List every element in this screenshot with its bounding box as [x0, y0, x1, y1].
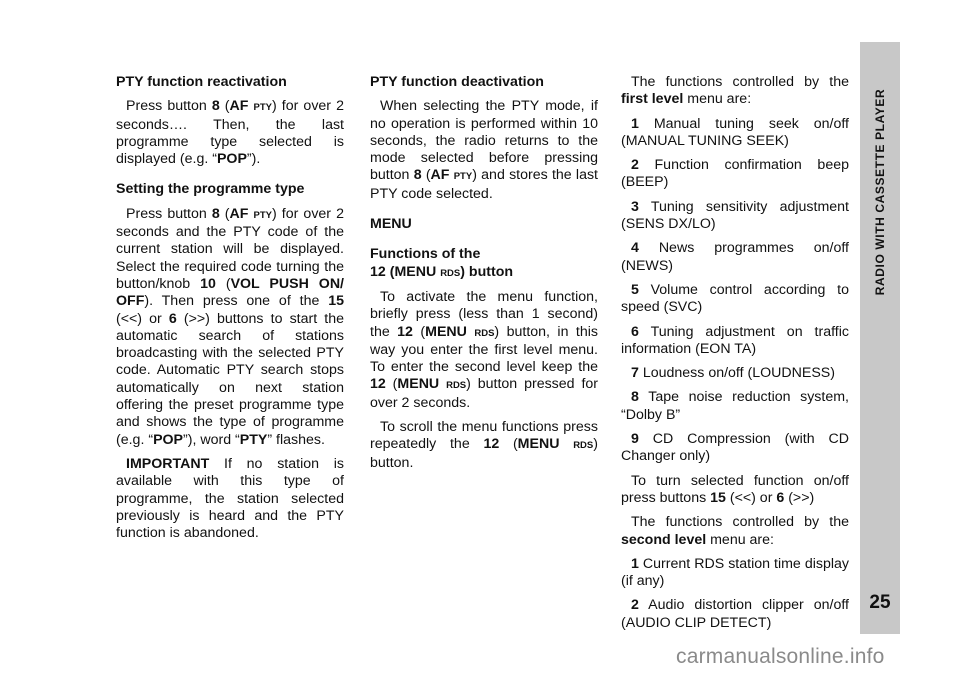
watermark: carmanualsonline.info	[676, 645, 885, 668]
button-ref: 12	[370, 263, 386, 280]
paragraph-scroll-menu: To scroll the menu functions press repeatedly the 12 (MENU RDS) button.	[370, 419, 598, 471]
item-text: CD Compression (with CD Changer only)	[621, 431, 849, 465]
button-ref: 6	[776, 489, 785, 506]
column-middle	[370, 74, 598, 479]
text: ) button.	[370, 436, 598, 471]
second-level-list	[621, 556, 849, 632]
list-item	[621, 389, 849, 424]
item-text: Audio distortion clipper on/off (AUDIO CLIP DETECT)	[621, 597, 849, 631]
item-text: Current RDS station time display (if any)	[621, 555, 849, 590]
text: ) and stores the last PTY code selected.	[370, 167, 598, 202]
text: ) for over 2 seconds and the PTY code of the current station will be displayed. Select the required code turning the button/knob	[116, 205, 344, 292]
button-label: MENU	[397, 376, 440, 393]
text: menu are:	[683, 91, 752, 108]
button-ref: 12	[397, 323, 413, 340]
text: To scroll the menu functions press repeatedly the	[370, 419, 598, 453]
text: If no station is available with this type of programme, the station selected previously is heard and the PTY function is abandoned.	[116, 455, 344, 542]
list-item	[621, 199, 849, 234]
button-sublabel: RDS	[440, 267, 461, 279]
item-number: 2	[631, 597, 639, 614]
paragraph-setting: Press button 8 (AF PTY) for over 2 seconds and the PTY code of the current station will be displayed. Select the required code turning the button/knob 10 (VOL PUSH ON/ OFF). Then press one of the 15 (<<) or 6 (>>) buttons to start the automatic search of stations broadcasting with the selected PTY code. Automatic PTY search stops automatically on next station offering the preset programme type and shows the type of programme (e.g. “POP”), word “PTY” flashes.	[116, 205, 345, 448]
text: (>>)	[784, 489, 815, 506]
button-label: MENU	[517, 436, 560, 453]
text: Functions of the	[370, 246, 481, 263]
item-number: 2	[631, 157, 639, 174]
button-ref: 8	[211, 98, 220, 115]
text: ). Then press one of the	[144, 293, 329, 310]
text: Press button	[126, 98, 212, 115]
item-text: Volume control according to speed (SVC)	[621, 281, 849, 316]
text: To activate the menu function, briefly press (less than 1 second) the	[370, 288, 598, 340]
item-text: Tuning sensitivity adjustment (SENS DX/LO)	[621, 198, 849, 233]
button-ref: 8	[211, 205, 220, 222]
button-ref: 15	[328, 293, 344, 310]
paragraph-first-level-intro	[621, 74, 849, 109]
text: To turn selected function on/off press buttons	[621, 472, 849, 506]
text: menu are:	[706, 531, 774, 548]
item-number: 4	[631, 240, 639, 257]
heading-pty-reactivation: PTY function reactivation	[116, 74, 287, 90]
text: (<<) or	[116, 310, 169, 327]
item-number: 8	[631, 389, 639, 406]
item-number: 7	[631, 365, 639, 382]
item-text: Tape noise reduction system, “Dolby B”	[621, 389, 849, 423]
display-text: POP	[153, 431, 184, 448]
paragraph-activate-menu: To activate the menu function, briefly press (less than 1 second) the 12 (MENU RDS) button, in this way you enter the first level menu. To enter the second level keep the 12 (MENU RDS) button pressed for over 2 seconds.	[370, 288, 598, 411]
text: ) for over 2 seconds…. Then, the last programme type selected is displayed (e.g. “	[116, 98, 344, 168]
button-label: VOL PUSH ON/ OFF	[116, 275, 345, 310]
text: ) button pressed for over 2 seconds.	[370, 376, 598, 411]
list-item	[621, 365, 849, 382]
column-left	[116, 74, 344, 549]
text: (<<) or	[725, 489, 777, 506]
paragraph-reactivation: Press button 8 (AF PTY) for over 2 seconds…. Then, the last programme type selected is displayed (e.g. “POP”).	[116, 98, 344, 168]
button-ref: 8	[413, 167, 422, 184]
display-text: POP	[216, 151, 247, 168]
page-number: 25	[869, 592, 891, 613]
list-item	[621, 431, 849, 466]
button-ref: 12	[370, 376, 386, 393]
heading-functions: Functions of the 12 (MENU RDS) button	[370, 246, 514, 280]
button-sublabel: RDS	[573, 440, 594, 452]
paragraph-turn-function	[621, 473, 849, 508]
item-number: 1	[631, 115, 639, 132]
column-right	[621, 74, 849, 639]
sidebar-tab	[860, 42, 900, 634]
emphasis: second level	[621, 531, 707, 548]
heading-setting-programme-type: Setting the programme type	[116, 181, 305, 198]
button-label: AF	[229, 205, 249, 222]
button-ref: 10	[200, 275, 216, 292]
item-text: Loudness on/off (LOUDNESS)	[642, 365, 835, 382]
item-number: 1	[631, 555, 639, 572]
text: (>>) buttons to start the automatic search of stations broadcasting with the selected PTY code. Automatic PTY search stops automatically on next station offering the preset programme type and shows the type of programme (e.g. “	[116, 310, 344, 448]
list-item	[621, 282, 849, 317]
list-item	[621, 556, 849, 591]
item-text: Tuning adjustment on traffic information (EON TA)	[621, 323, 849, 357]
button-ref: 6	[168, 310, 177, 327]
item-number: 5	[631, 281, 639, 298]
list-item	[621, 157, 849, 192]
section-title-vertical	[860, 42, 900, 342]
text: ”).	[246, 151, 261, 168]
button-sublabel: PTY	[253, 209, 273, 221]
button-label: AF	[229, 98, 249, 115]
button-sublabel: RDS	[474, 327, 495, 339]
button-sublabel: RDS	[446, 380, 467, 392]
button-ref: 15	[710, 489, 726, 506]
item-text: News programmes on/off (NEWS)	[621, 240, 849, 274]
text: ) button, in this way you enter the first level menu. To enter the second level keep the	[370, 323, 598, 376]
list-item	[621, 240, 849, 275]
text: ) button	[460, 263, 514, 280]
section-title: RADIO WITH CASSETTE PLAYER	[873, 88, 887, 296]
item-number: 9	[631, 431, 639, 448]
text: Press button	[126, 205, 212, 222]
display-text: PTY	[239, 431, 268, 448]
paragraph-important	[116, 456, 344, 542]
item-text: Function confirmation beep (BEEP)	[621, 157, 849, 191]
button-sublabel: PTY	[253, 102, 273, 114]
paragraph-second-level-intro	[621, 514, 849, 549]
important-label: IMPORTANT	[126, 455, 210, 472]
text: The functions controlled by the	[631, 514, 849, 531]
text: ”), word “	[183, 431, 240, 448]
paragraph-deactivation: When selecting the PTY mode, if no operation is performed within 10 seconds, the radio returns to the mode selected before pressing button 8 (AF PTY) and stores the last PTY code selected.	[370, 98, 598, 202]
emphasis: first level	[621, 91, 684, 108]
button-sublabel: PTY	[453, 171, 473, 183]
button-ref: 12	[483, 436, 500, 453]
list-item	[621, 324, 849, 359]
button-label: AF	[430, 167, 450, 184]
button-label: MENU	[425, 323, 467, 340]
text: ” flashes.	[267, 431, 325, 448]
heading-menu: MENU	[370, 216, 412, 233]
list-item	[621, 597, 849, 632]
button-label: MENU	[394, 263, 437, 280]
item-number: 3	[631, 198, 639, 215]
item-number: 6	[631, 323, 639, 340]
heading-pty-deactivation: PTY function deactivation	[370, 74, 544, 90]
item-text: Manual tuning seek on/off (MANUAL TUNING SEEK)	[621, 115, 849, 149]
list-item	[621, 116, 849, 151]
text: The functions controlled by the	[631, 74, 849, 90]
first-level-list	[621, 116, 849, 466]
text: When selecting the PTY mode, if no operation is performed within 10 seconds, the radio returns to the mode selected before pressing button	[370, 98, 598, 184]
